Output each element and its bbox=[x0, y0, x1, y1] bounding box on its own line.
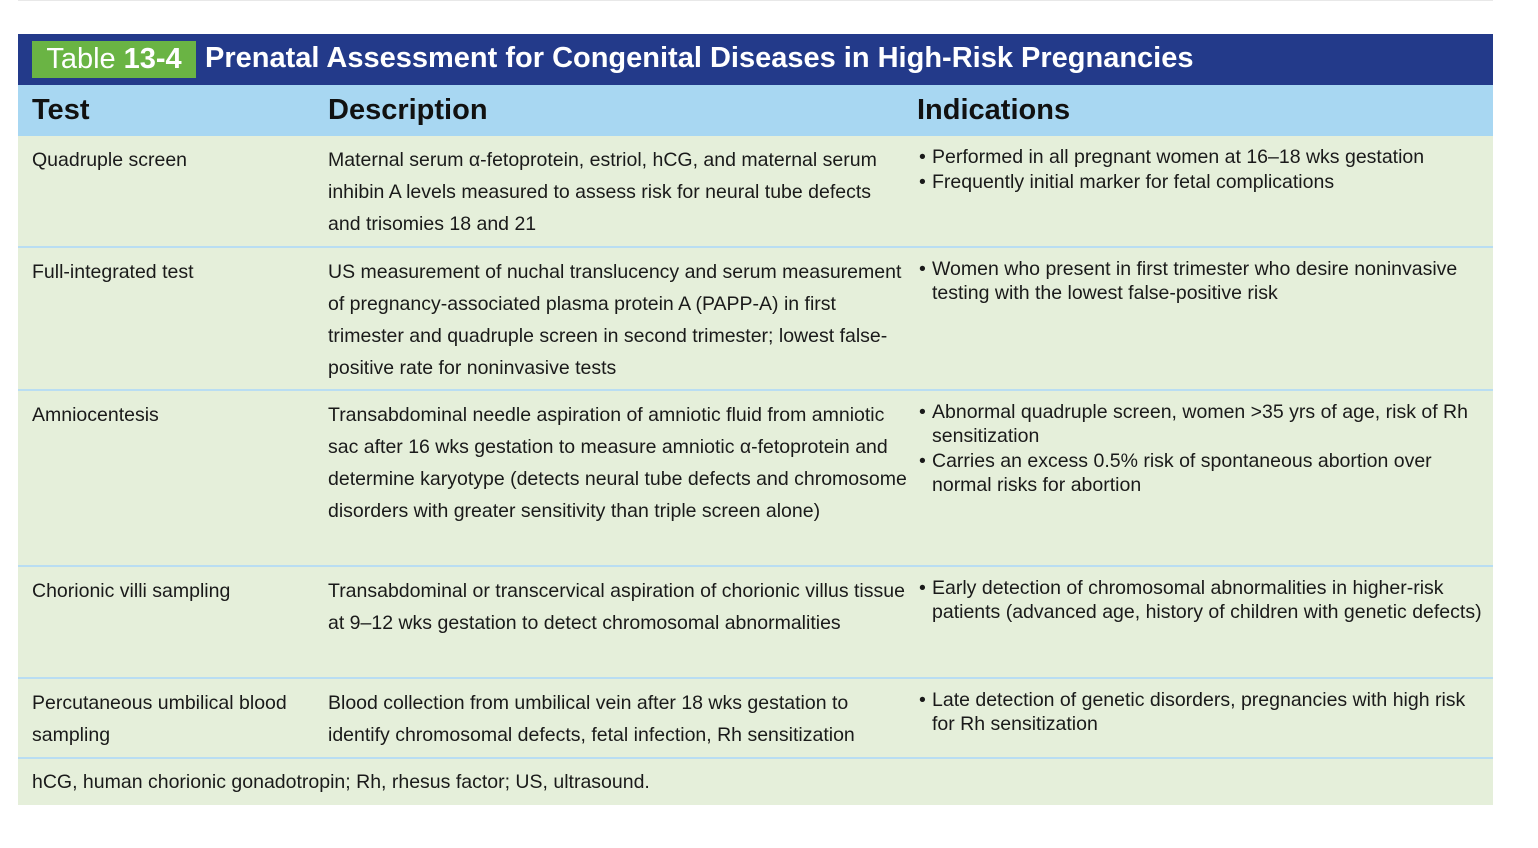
cell-test: Chorionic villi sampling bbox=[32, 580, 231, 602]
cell-indications bbox=[917, 257, 1493, 306]
indication-item: • Early detection of chromosomal abnormalities in higher-risk patients (advanced age, history of children with genetic defects) bbox=[917, 576, 1493, 624]
indication-item: • Performed in all pregnant women at 16–18 wks gestation bbox=[917, 145, 1493, 169]
column-header-description: Description bbox=[328, 94, 488, 126]
cell-description: Transabdominal or transcervical aspiration of chorionic villus tissue at 9–12 wks gestation to detect chromosomal abnormalities bbox=[328, 580, 905, 634]
table-footnote bbox=[18, 757, 1493, 805]
table-row bbox=[18, 567, 1493, 679]
table-row bbox=[18, 679, 1493, 757]
column-header-indications: Indications bbox=[917, 94, 1071, 126]
cell-test: Percutaneous umbilical blood sampling bbox=[32, 692, 287, 746]
top-divider bbox=[18, 0, 1493, 1]
cell-indications bbox=[917, 688, 1493, 737]
indication-item: • Frequently initial marker for fetal complications bbox=[917, 170, 1493, 194]
indication-item: • Women who present in first trimester who desire noninvasive testing with the lowest false-positive risk bbox=[917, 257, 1493, 305]
data-table bbox=[18, 34, 1493, 805]
indication-item: • Late detection of genetic disorders, pregnancies with high risk for Rh sensitization bbox=[917, 688, 1493, 736]
cell-test: Quadruple screen bbox=[32, 149, 188, 171]
table-label-number: 13-4 bbox=[123, 43, 182, 75]
table-body bbox=[18, 136, 1493, 805]
cell-description: Transabdominal needle aspiration of amniotic fluid from amniotic sac after 16 wks gestation to measure amniotic α-fetoprotein and determine karyotype (detects neural tube defects and chromosome disorders with greater sensitivity than triple screen alone) bbox=[328, 404, 907, 522]
cell-test: Amniocentesis bbox=[32, 404, 159, 426]
cell-description: US measurement of nuchal translucency and serum measurement of pregnancy-associated plasma protein A (PAPP-A) in first trimester and quadruple screen in second trimester; lowest false-positive rate for noninvasive tests bbox=[328, 261, 902, 379]
footnote-text: hCG, human chorionic gonadotropin; Rh, rhesus factor; US, ultrasound. bbox=[32, 771, 650, 793]
table-label-word: Table bbox=[46, 43, 116, 75]
cell-indications bbox=[917, 576, 1493, 625]
table-row bbox=[18, 391, 1493, 567]
cell-description: Blood collection from umbilical vein after 18 wks gestation to identify chromosomal defects, fetal infection, Rh sensitization bbox=[328, 692, 855, 746]
table-row bbox=[18, 248, 1493, 391]
cell-indications bbox=[917, 145, 1493, 195]
table-number-badge bbox=[32, 41, 196, 78]
indication-item: • Carries an excess 0.5% risk of spontaneous abortion over normal risks for abortion bbox=[917, 449, 1493, 497]
column-header-test: Test bbox=[32, 94, 90, 126]
cell-test: Full-integrated test bbox=[32, 261, 194, 283]
cell-indications bbox=[917, 400, 1493, 498]
cell-description: Maternal serum α-fetoprotein, estriol, hCG, and maternal serum inhibin A levels measured to assess risk for neural tube defects and trisomies 18 and 21 bbox=[328, 149, 877, 235]
table-title: Prenatal Assessment for Congenital Diseases in High-Risk Pregnancies bbox=[205, 42, 1194, 74]
indication-item: • Abnormal quadruple screen, women >35 yrs of age, risk of Rh sensitization bbox=[917, 400, 1493, 448]
table-row bbox=[18, 136, 1493, 248]
table-title-bar bbox=[18, 34, 1493, 85]
table-header-row bbox=[18, 85, 1493, 136]
